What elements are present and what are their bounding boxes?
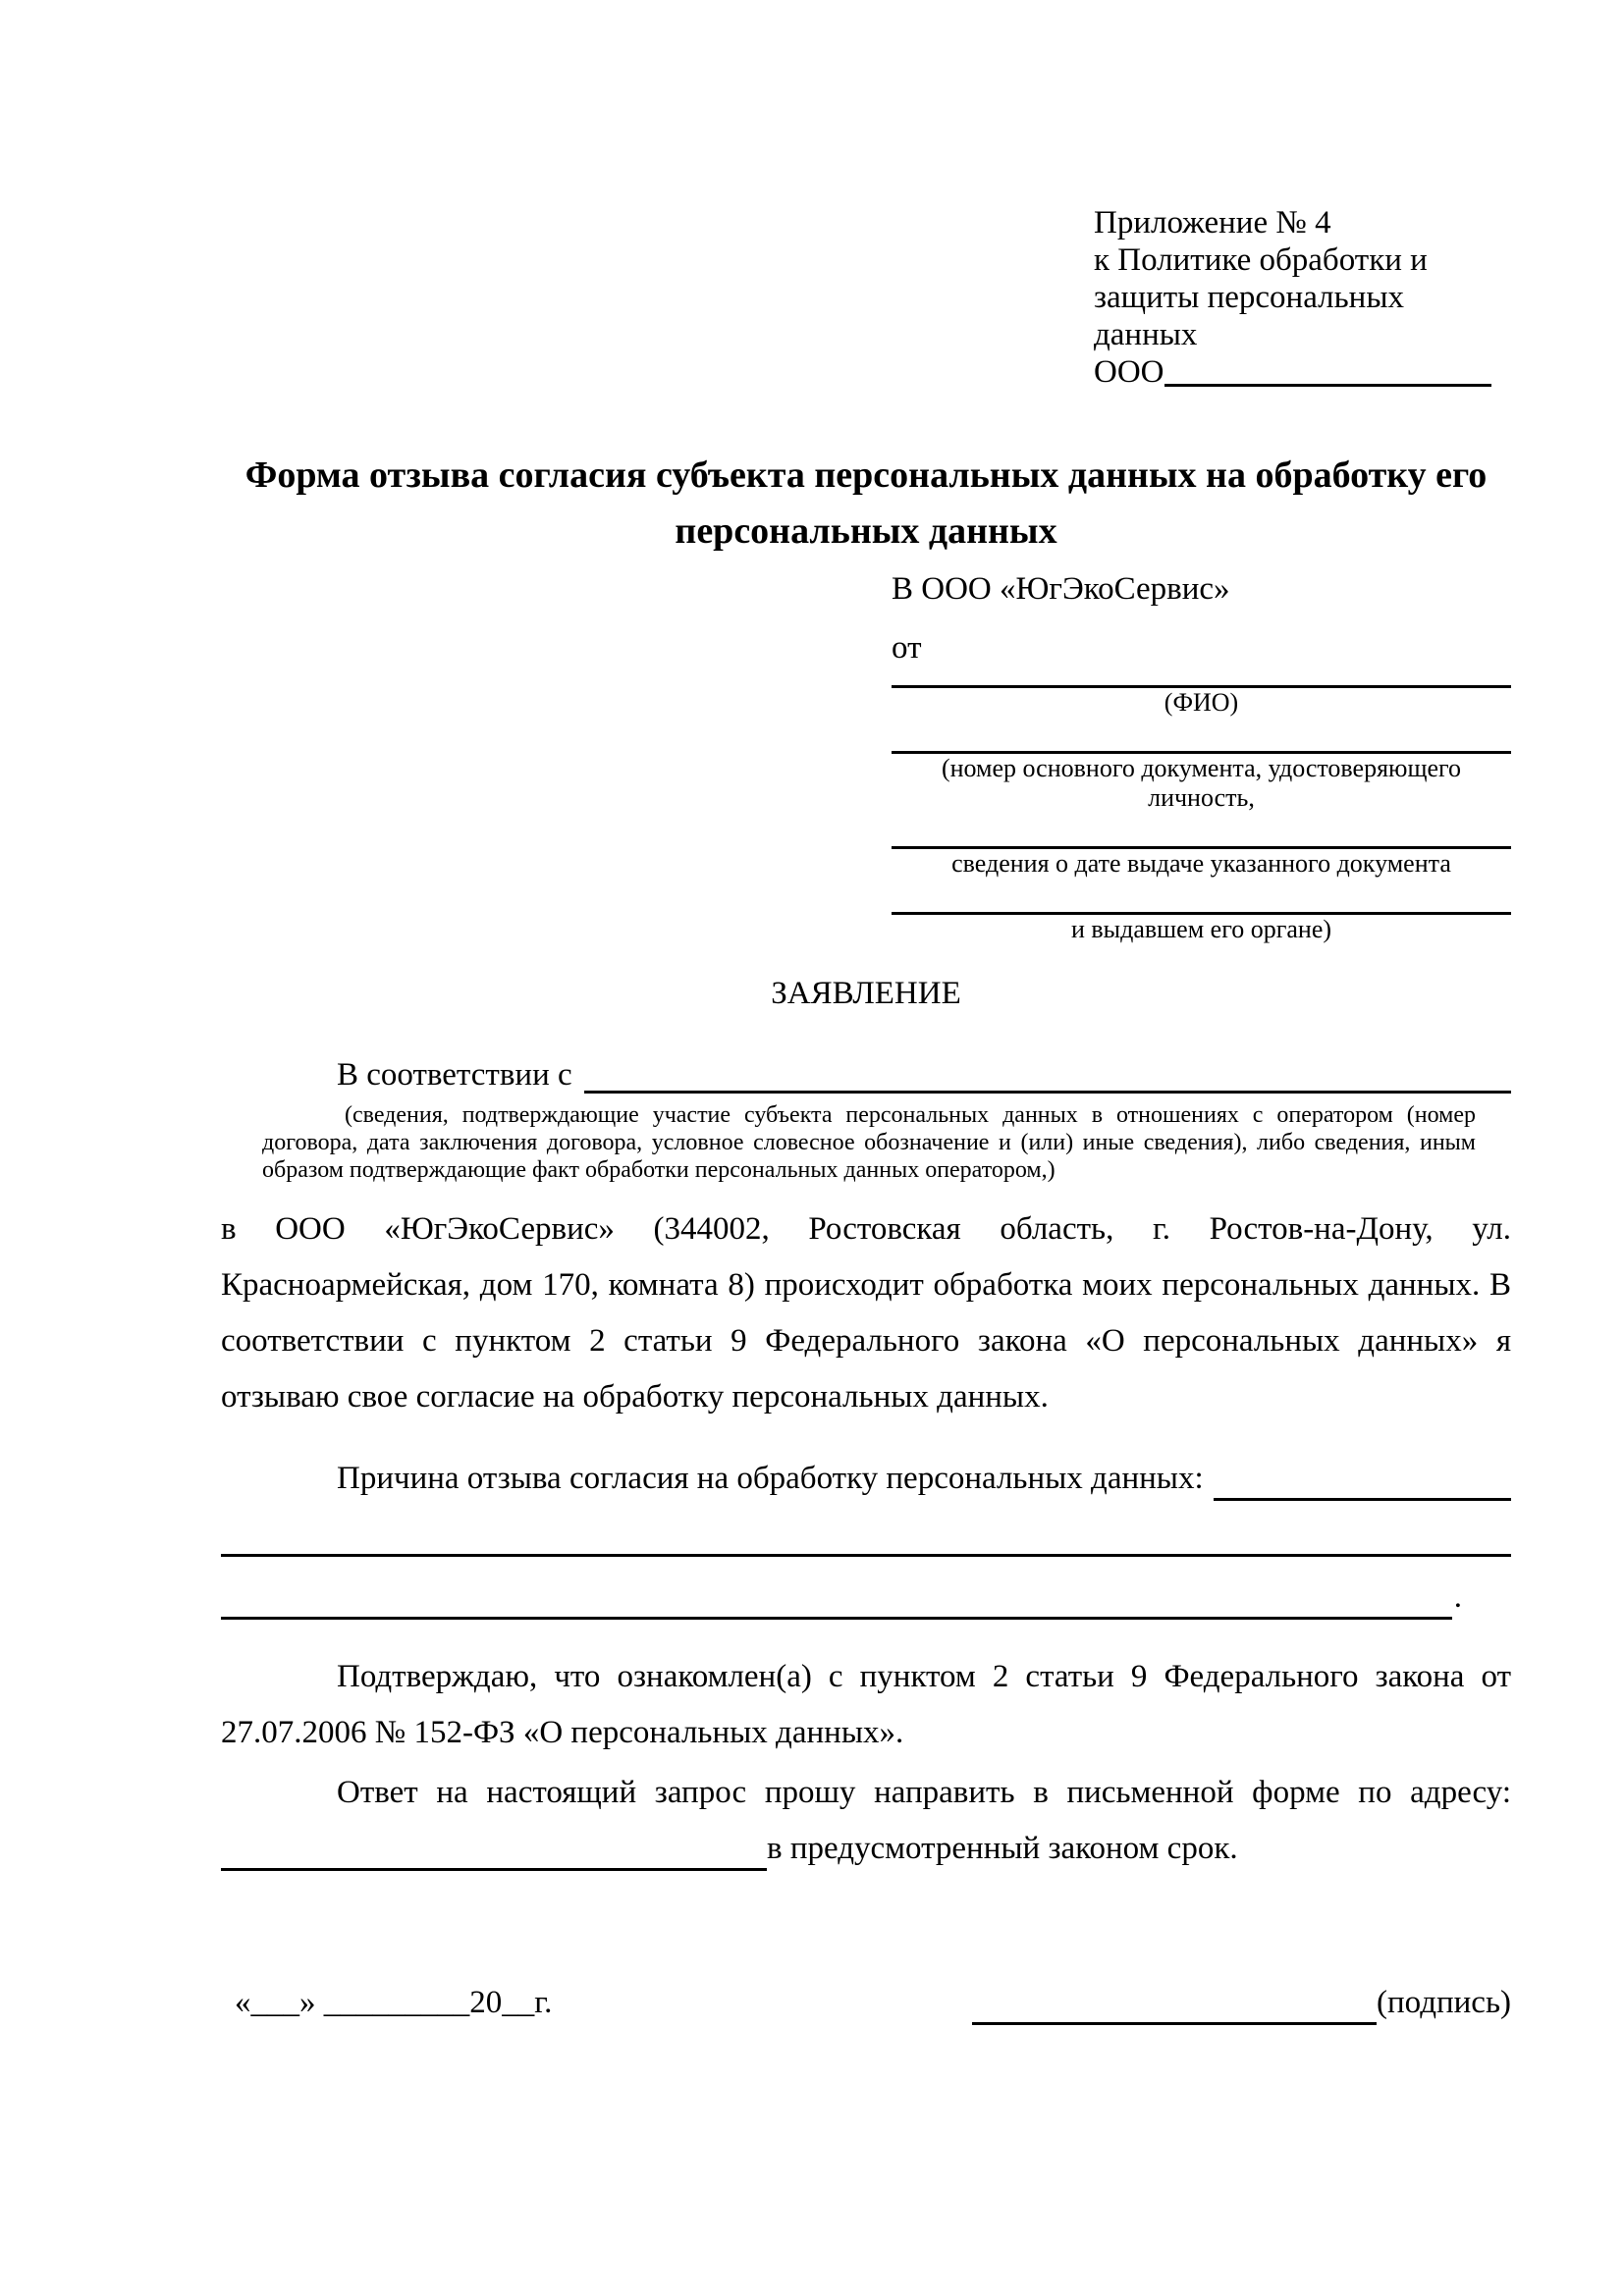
body-paragraph: в ООО «ЮгЭкоСервис» (344002, Ростовская область, г. Ростов-на-Дону, ул. Красноармейская, дом 170, комната 8) происходит обработка моих персональных данных. В соответствии с пунктом 2 статьи 9 Федерального закона «О персональных данных» я отзываю свое согласие на обработку персональных данных. bbox=[221, 1211, 1511, 1415]
issuing-authority-blank-line bbox=[892, 879, 1511, 915]
fio-field bbox=[892, 677, 1511, 718]
reply-request-line: Ответ на настоящий запрос прошу направить в письменной форме по адресу: bbox=[337, 1775, 1511, 1810]
document-number-blank-line bbox=[892, 718, 1511, 754]
ooo-blank-line bbox=[1164, 384, 1492, 387]
reason-blank-line-3 bbox=[221, 1617, 1452, 1620]
addressee-to: В ООО «ЮгЭкоСервис» bbox=[892, 571, 1230, 607]
issuing-authority-field bbox=[892, 879, 1511, 944]
ooo-label: ООО bbox=[1094, 354, 1164, 390]
issue-date-blank-line bbox=[892, 813, 1511, 849]
signature-group bbox=[972, 1975, 1511, 2031]
intro-row bbox=[221, 1050, 1511, 1099]
signature-caption: (подпись) bbox=[1377, 1985, 1511, 2020]
page-title: Форма отзыва согласия субъекта персональных данных на обработку его персональных данных bbox=[244, 454, 1488, 552]
appendix-line: к Политике обработки и bbox=[1094, 242, 1428, 278]
date-signature-row bbox=[221, 1975, 1511, 2031]
fio-caption: (ФИО) bbox=[1164, 688, 1239, 717]
confirm-paragraph: Подтверждаю, что ознакомлен(а) с пунктом 2 статьи 9 Федерального закона от 27.07.2006 № 152-ФЗ «О персональных данных». bbox=[221, 1659, 1511, 1750]
intro-prefix: В соответствии с bbox=[337, 1057, 572, 1093]
reason-blank-line bbox=[1214, 1498, 1511, 1501]
signature-blank-line bbox=[972, 2022, 1377, 2025]
intro-caption: (сведения, подтверждающие участие субъекта персональных данных в отношениях с оператором (номер договора, дата заключения договора, условное словесное обозначение и (или) иные сведения), либо сведения, иным образом подтверждающие факт обработки персональных данных оператором,) bbox=[262, 1102, 1476, 1183]
document-number-caption: (номер основного документа, удостоверяющего личность, bbox=[941, 754, 1462, 812]
reason-blank-line-2 bbox=[221, 1507, 1511, 1557]
reason-prefix: Причина отзыва согласия на обработку персональных данных: bbox=[337, 1461, 1204, 1496]
reply-address-row bbox=[221, 1821, 1511, 1877]
date-blanks: «___» _________20__г. bbox=[235, 1985, 553, 2020]
reason-period: . bbox=[1453, 1579, 1462, 1615]
reason-blank-line-3-row bbox=[221, 1557, 1462, 1626]
issue-date-field bbox=[892, 813, 1511, 879]
reason-row bbox=[221, 1451, 1511, 1507]
appendix-line: Приложение № 4 bbox=[1094, 205, 1331, 240]
intro-blank-line bbox=[584, 1091, 1511, 1094]
addressee-from: от bbox=[892, 630, 922, 666]
appendix-ooo-row bbox=[1094, 353, 1491, 391]
issue-date-caption: сведения о дате выдаче указанного документа bbox=[951, 849, 1451, 878]
statement-heading: ЗАЯВЛЕНИЕ bbox=[771, 976, 961, 1011]
appendix-line: защиты персональных данных bbox=[1094, 280, 1404, 352]
document-number-field bbox=[892, 718, 1511, 813]
reply-suffix: в предусмотренный законом срок. bbox=[767, 1831, 1238, 1866]
issuing-authority-caption: и выдавшем его органе) bbox=[1070, 915, 1332, 943]
fio-blank-line bbox=[892, 677, 1511, 688]
addressee-block bbox=[892, 560, 1511, 944]
appendix-block bbox=[1094, 204, 1491, 391]
address-blank-line bbox=[221, 1868, 767, 1871]
